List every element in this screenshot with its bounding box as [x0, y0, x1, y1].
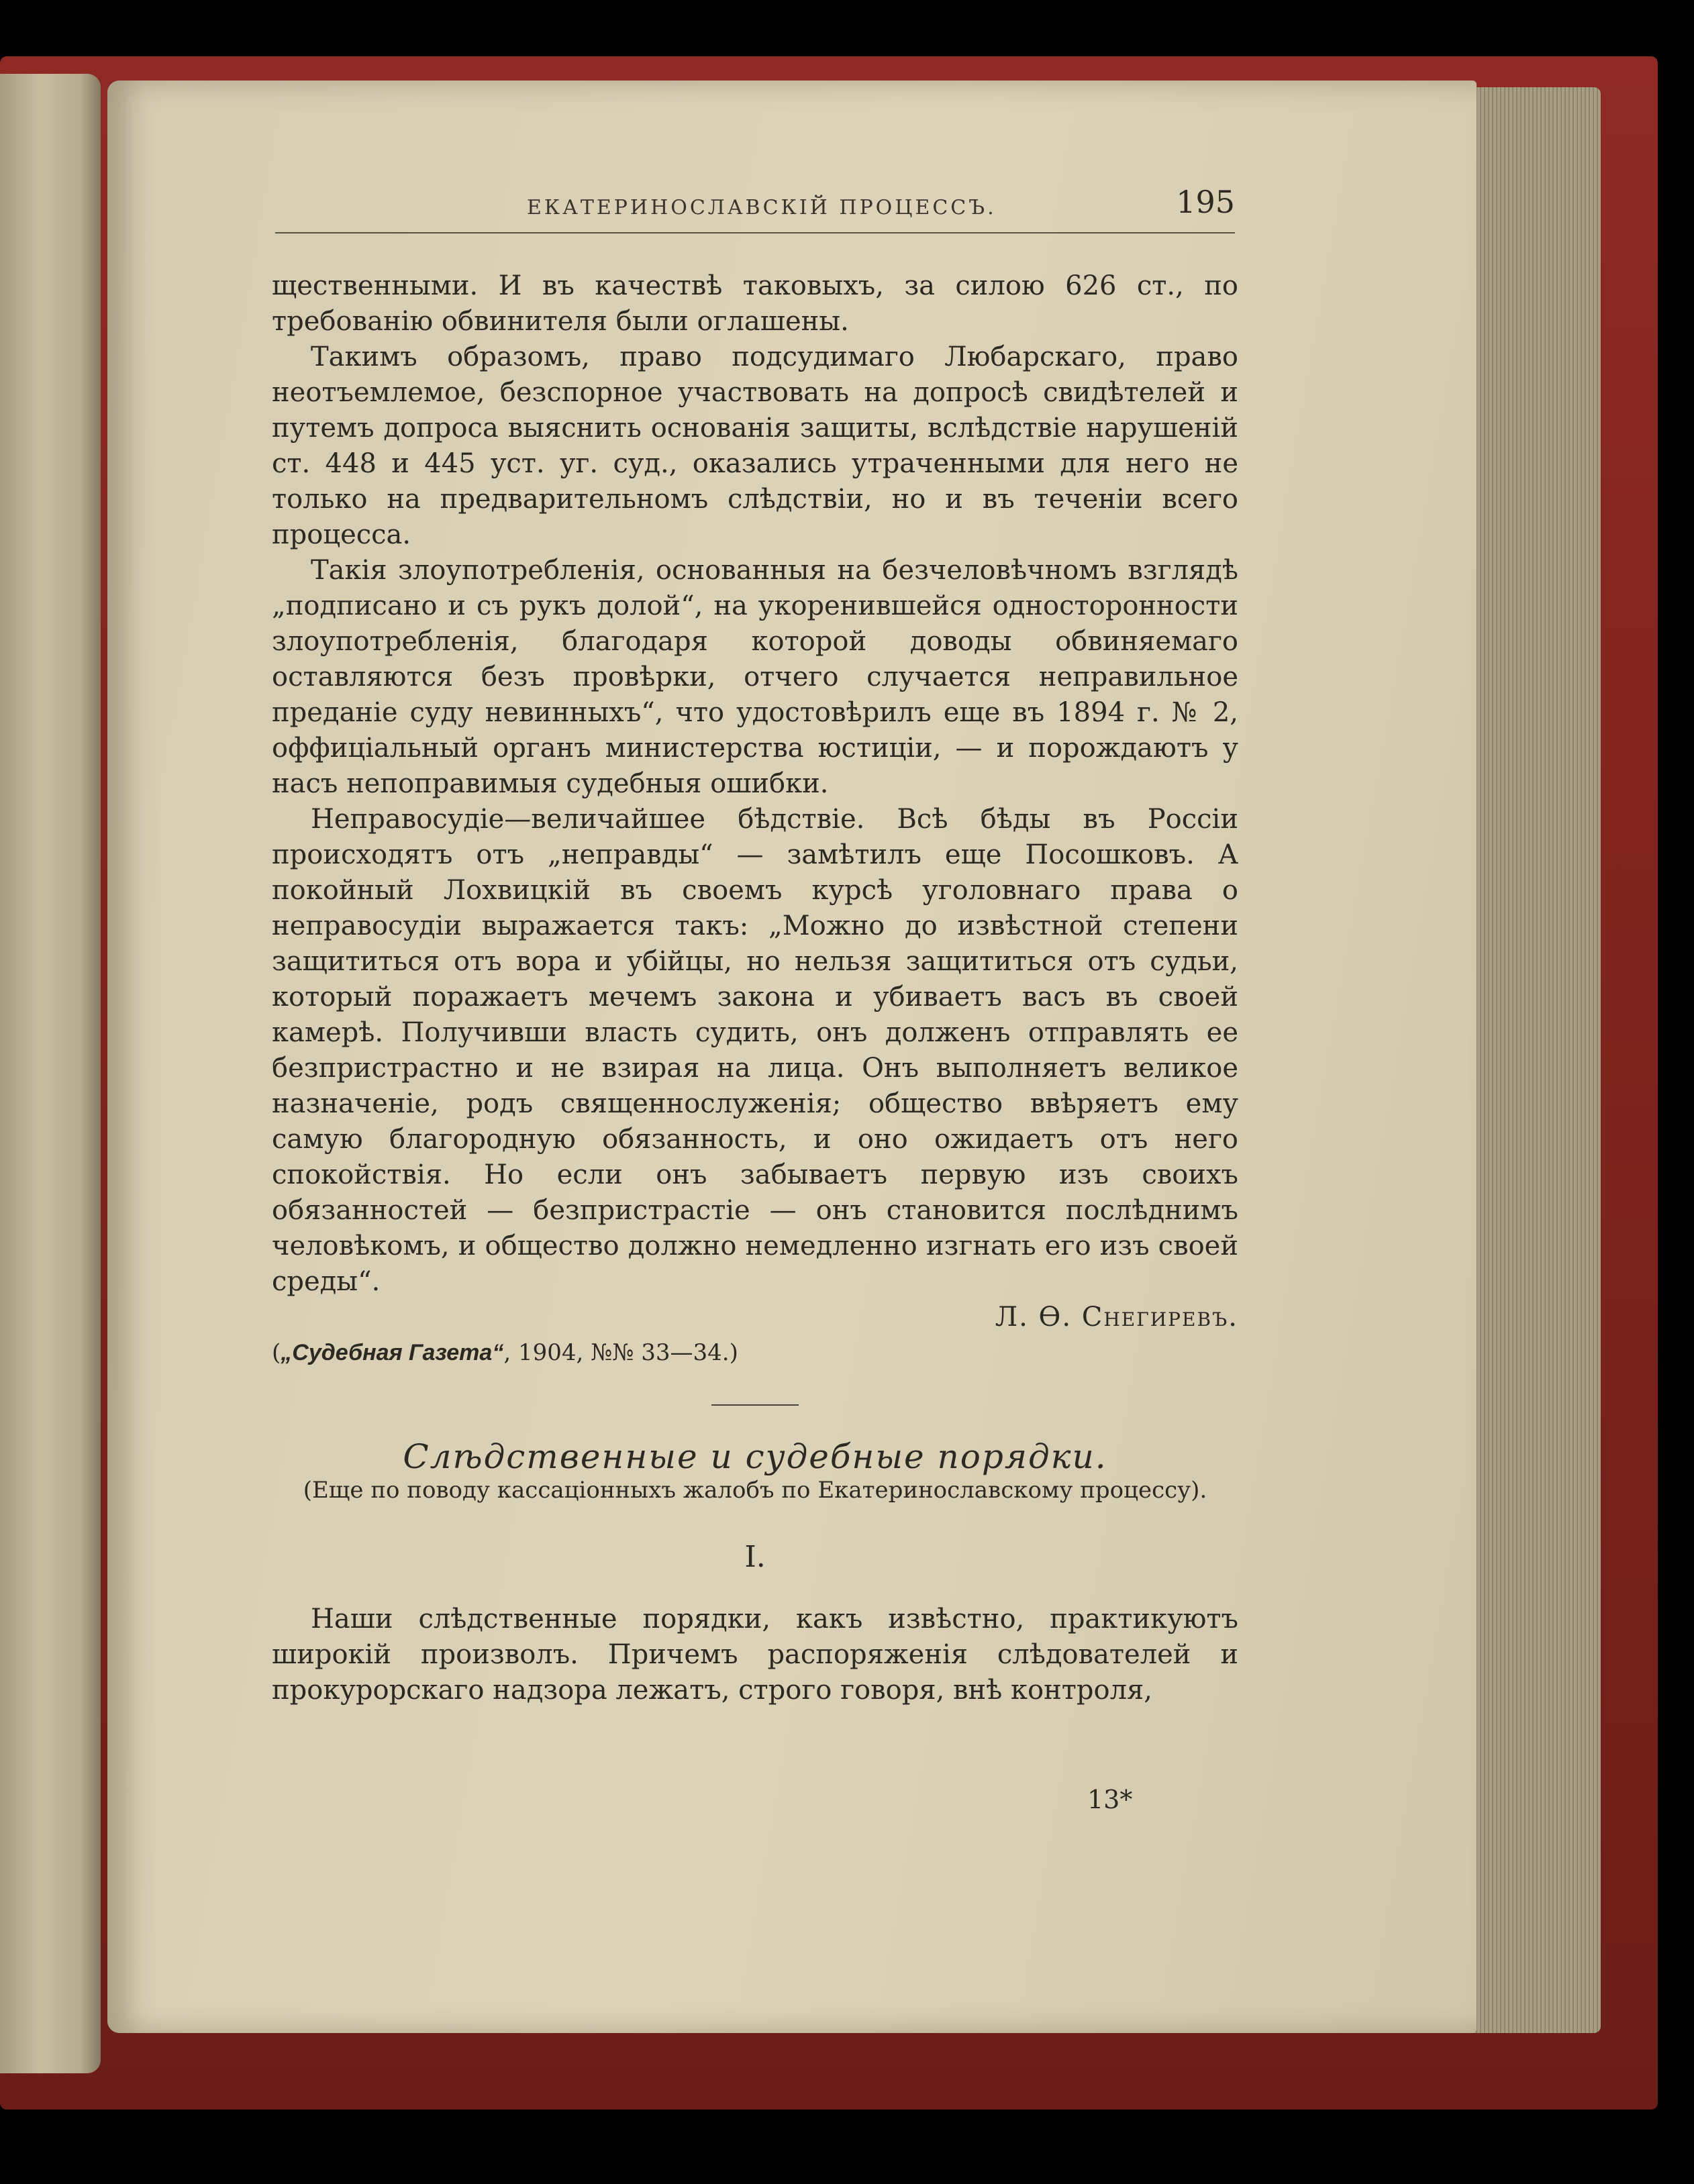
- header-rule: [275, 232, 1235, 233]
- author-signature: Л. Ѳ. Снегиревъ.: [995, 1302, 1238, 1333]
- page-body: [272, 268, 1238, 1708]
- section-divider: [711, 1404, 799, 1406]
- page-header: [275, 181, 1235, 235]
- source-citation: [272, 1335, 1238, 1371]
- paragraph: щественными. И въ качествѣ таковыхъ, за силою 626 ст., по требованію обвинителя были оглашены.: [272, 270, 1238, 337]
- source-details: , 1904, №№ 33—34.): [503, 1339, 738, 1366]
- page-edges: [1470, 87, 1601, 2033]
- section-title: Слѣдственные и судебные порядки.: [403, 1437, 1107, 1476]
- source-title: „Судебная Газета“: [281, 1340, 504, 1365]
- paragraph: Такія злоупотребленія, основанныя на безчеловѣчномъ взглядѣ „подписано и съ рукъ долой“, на укоренившейся односторонности злоупотребленія, благодаря которой доводы обвиняемаго оставляются безъ провѣрки, отчего случается неправильное преданіе суду невинныхъ“, что удостовѣрилъ еще въ 1894 г. № 2, оффиціальный органъ министерства юстиціи, — и порождаютъ у насъ непоправимыя судебныя ошибки.: [272, 555, 1238, 799]
- signature-mark: 13*: [1087, 1785, 1133, 1814]
- page-number: 195: [1176, 184, 1235, 220]
- paragraph: Наши слѣдственные порядки, какъ извѣстно, практикуютъ широкій произволъ. Причемъ распоряженія слѣдователей и прокурорскаго надзора лежатъ, строго говоря, внѣ контроля,: [272, 1604, 1238, 1706]
- section-number: I.: [744, 1540, 766, 1574]
- paragraph: Неправосудіе—величайшее бѣдствіе. Всѣ бѣды въ Россіи происходятъ отъ „неправды“ — замѣтилъ еще Посошковъ. А покойный Лохвицкій въ своемъ курсѣ уголовнаго права о неправосудіи выражается такъ: „Можно до извѣстной степени защититься отъ вора и убійцы, но нельзя защититься отъ судьи, который поражаетъ мечемъ закона и убиваетъ васъ въ своей камерѣ. Получивши власть судить, онъ долженъ отправлять ее безпристрастно и не взирая на лица. Онъ выполняетъ великое назначеніе, родъ священнослуженія; общество ввѣряетъ ему самую благородную обязанность, и оно ожидаетъ отъ него спокойствія. Но если онъ забываетъ первую изъ своихъ обязанностей — безпристрастіе — онъ становится послѣднимъ человѣкомъ, и общество должно немедленно изгнать его изъ своей среды“.: [272, 804, 1238, 1297]
- section-subtitle: (Еще по поводу кассаціонныхъ жалобъ по Екатеринославскому процессу).: [303, 1477, 1207, 1504]
- source-open: (: [272, 1339, 281, 1366]
- running-head: ЕКАТЕРИНОСЛАВСКІЙ ПРОЦЕССЪ.: [527, 196, 997, 219]
- paragraph: Такимъ образомъ, право подсудимаго Любарскаго, право неотъемлемое, безспорное участвовать на допросѣ свидѣтелей и путемъ допроса выяснить основанія защиты, вслѣдствіе нарушеній ст. 448 и 445 уст. уг. суд., оказались утраченными для него не только на предварительномъ слѣдствіи, но и въ теченіи всего процесса.: [272, 342, 1238, 550]
- left-page-edge: [0, 74, 101, 2073]
